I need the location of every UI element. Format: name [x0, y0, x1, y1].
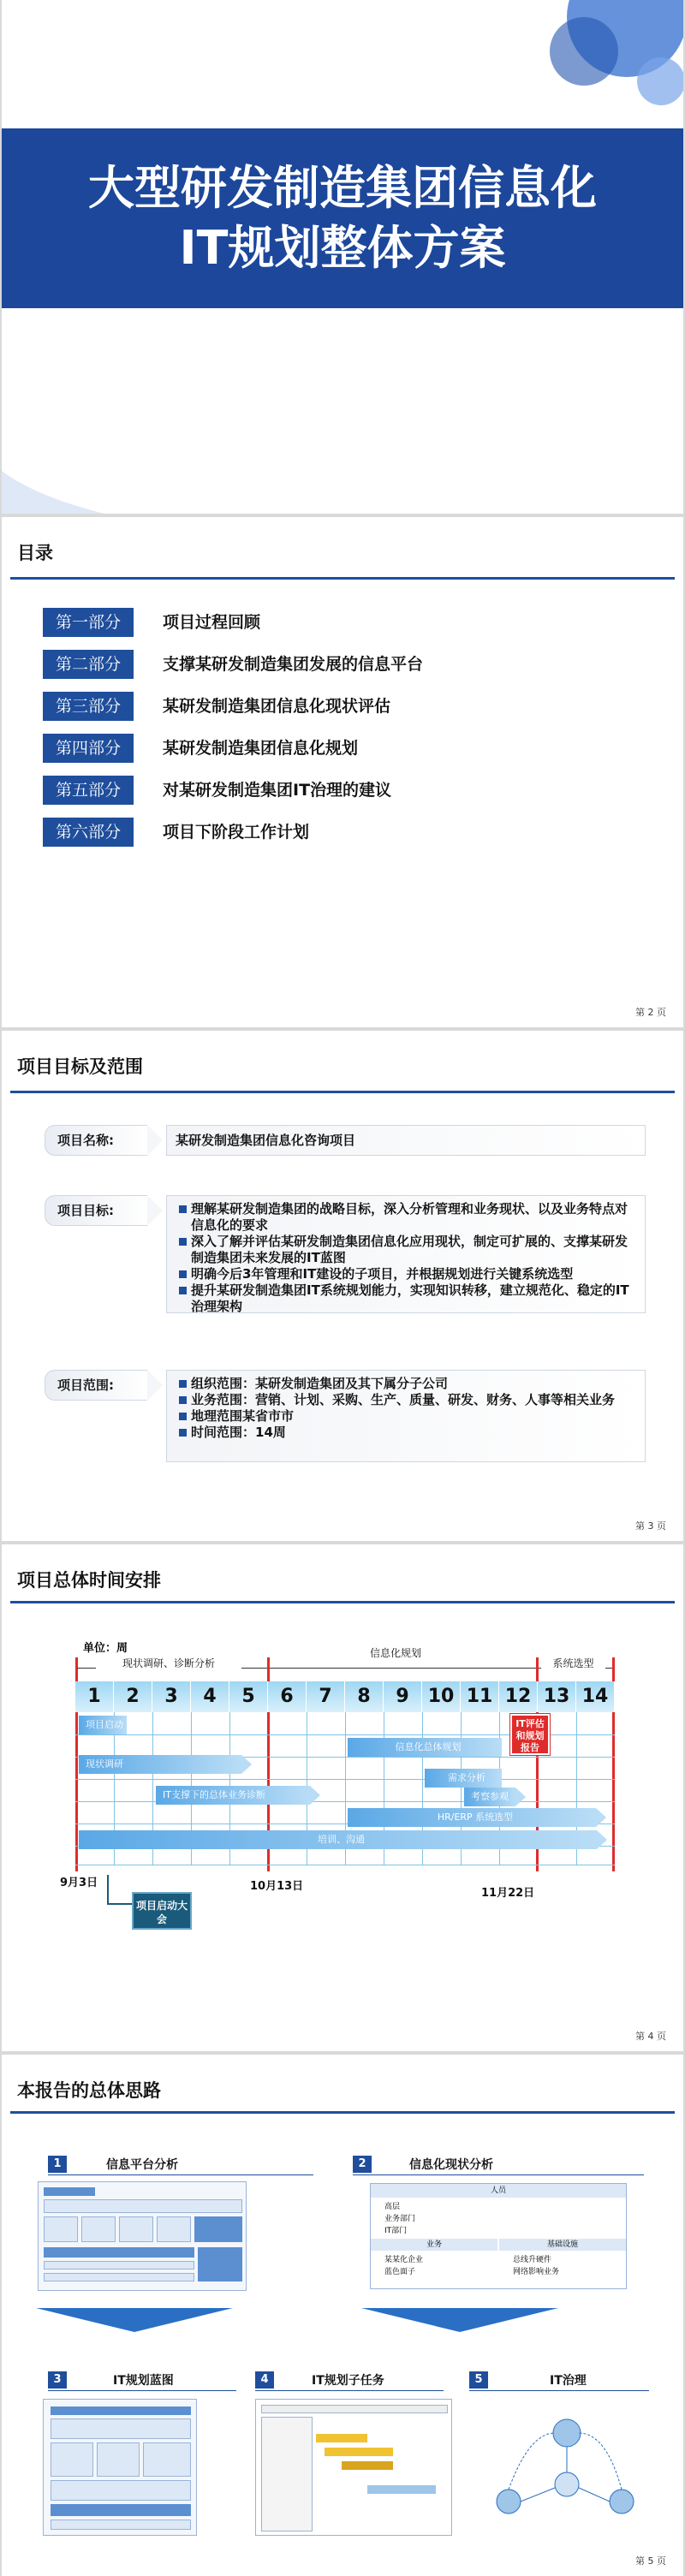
task-bar-reference: 考察参观 — [464, 1788, 515, 1806]
project-name-value: 某研发制造集团信息化咨询项目 — [176, 1133, 356, 1148]
flow-arrows — [2, 2303, 683, 2337]
toc-item[interactable] — [43, 650, 642, 681]
week-cell: 2 — [114, 1681, 152, 1712]
week-cell: 6 — [268, 1681, 307, 1712]
toc-item-tag: 第二部分 — [43, 650, 134, 679]
task-bar-overall-plan: 信息化总体规划 — [348, 1738, 502, 1757]
week-cell: 10 — [422, 1681, 461, 1712]
goal-item: 提升某研发制造集团IT系统规划能力，实现知识转移，建立规范化、稳定的IT治理架构 — [176, 1282, 636, 1315]
toc-title: 目录 — [17, 543, 53, 563]
toc-item-text: 项目过程回顾 — [163, 613, 261, 632]
page-number: 第 5 页 — [635, 2555, 666, 2567]
section-number: 2 — [353, 2156, 372, 2173]
scope-item: 时间范围：14周 — [176, 1425, 636, 1441]
toc-item[interactable] — [43, 776, 642, 806]
title-rule — [10, 1091, 675, 1093]
kickoff-meeting-box: 项目启动大会 — [132, 1892, 192, 1930]
task-bar-kickoff: 项目启动 — [79, 1716, 127, 1734]
toc-item[interactable] — [43, 818, 642, 848]
section-number: 4 — [255, 2371, 274, 2389]
toc-item-tag: 第五部分 — [43, 776, 134, 805]
task-bar-selection: HR/ERP 系统选型 — [348, 1808, 596, 1827]
schedule-slide — [2, 1544, 683, 2051]
title-rule — [10, 2111, 675, 2114]
week-cell: 13 — [538, 1681, 576, 1712]
project-goal-box — [166, 1195, 646, 1313]
project-goal-label: 项目目标: — [45, 1195, 147, 1226]
schedule-title: 项目总体时间安排 — [17, 1570, 161, 1591]
section-title: 信息平台分析 — [106, 2158, 178, 2172]
cover-slide — [2, 0, 683, 514]
status-diagram: 人员 高层 业务部门 IT部门 业务 基础设施 某某化企业 蓝色面子 总线升硬件 网络影响业务 — [370, 2183, 627, 2289]
connector-arrow — [104, 1873, 139, 1916]
date-label: 11月22日 — [481, 1887, 535, 1900]
section-title: IT规划子任务 — [312, 2374, 384, 2388]
week-cell: 7 — [307, 1681, 345, 1712]
goals-title: 项目目标及范围 — [17, 1056, 143, 1077]
decorative-corner — [2, 445, 104, 514]
project-scope-box — [166, 1370, 646, 1462]
toc-item-tag: 第四部分 — [43, 734, 134, 763]
week-cell: 8 — [345, 1681, 384, 1712]
scope-item: 地理范围某省市市 — [176, 1408, 636, 1425]
cover-title-line2: IT规划整体方案 — [179, 221, 506, 275]
toc-item-tag: 第一部分 — [43, 608, 134, 637]
approach-slide — [2, 2055, 683, 2576]
platform-diagram — [38, 2181, 247, 2291]
goals-slide — [2, 1031, 683, 1541]
scope-item: 组织范围：某研发制造集团及其下属分子公司 — [176, 1376, 636, 1392]
title-rule — [10, 577, 675, 580]
week-cell: 1 — [75, 1681, 114, 1712]
week-cell: 4 — [191, 1681, 229, 1712]
governance-diagram — [478, 2399, 649, 2536]
report-milestone: IT评估和规划报告 — [510, 1714, 550, 1755]
toc-item-text: 某研发制造集团信息化规划 — [163, 739, 359, 758]
phase-bracket — [270, 1668, 536, 1669]
task-bar-needs: 需求分析 — [425, 1769, 502, 1788]
decorative-shapes — [2, 0, 683, 128]
page-number: 第 2 页 — [635, 1007, 666, 1018]
week-cell: 14 — [576, 1681, 615, 1712]
goal-item: 深入了解并评估某研发制造集团信息化应用现状，制定可扩展的、支撑某研发制造集团未来发展的IT蓝图 — [176, 1234, 636, 1266]
page-number: 第 3 页 — [635, 1520, 666, 1532]
section-title: IT规划蓝图 — [113, 2374, 174, 2388]
date-label: 9月3日 — [60, 1877, 98, 1889]
toc-item[interactable] — [43, 734, 642, 764]
goal-item: 明确今后3年管理和IT建设的子项目，并根据规划进行关键系统选型 — [176, 1266, 636, 1282]
toc-item[interactable] — [43, 608, 642, 639]
section-number: 1 — [48, 2156, 67, 2173]
phase-label: 信息化规划 — [344, 1645, 447, 1660]
section-title: IT治理 — [550, 2374, 587, 2388]
toc-item-tag: 第六部分 — [43, 818, 134, 847]
project-name-box — [166, 1125, 646, 1156]
week-cell: 11 — [461, 1681, 499, 1712]
section-number: 3 — [48, 2371, 67, 2389]
week-cell: 12 — [499, 1681, 538, 1712]
toc-item-text: 支撑某研发制造集团发展的信息平台 — [163, 655, 424, 674]
section-number: 5 — [469, 2371, 488, 2389]
week-cell: 5 — [229, 1681, 268, 1712]
date-label: 10月13日 — [250, 1880, 304, 1893]
toc-item[interactable] — [43, 692, 642, 723]
scope-item: 业务范围：营销、计划、采购、生产、质量、研发、财务、人事等相关业务 — [176, 1392, 636, 1408]
toc-item-text: 对某研发制造集团IT治理的建议 — [163, 781, 392, 800]
phase-label: 系统选型 — [541, 1656, 605, 1670]
project-name-label: 项目名称: — [45, 1125, 147, 1156]
toc-item-text: 项目下阶段工作计划 — [163, 823, 310, 842]
task-bar-survey: 现状调研 — [79, 1755, 241, 1774]
phase-label: 现状调研、诊断分析 — [96, 1656, 241, 1670]
task-bar-training: 培训、沟通 — [79, 1830, 597, 1849]
week-cell: 9 — [384, 1681, 422, 1712]
week-cell: 3 — [152, 1681, 191, 1712]
toc-item-text: 某研发制造集团信息化现状评估 — [163, 697, 391, 716]
cover-title-line1: 大型研发制造集团信息化 — [88, 161, 597, 215]
project-scope-label: 项目范围: — [45, 1370, 147, 1401]
section-title: 信息化现状分析 — [409, 2158, 493, 2172]
toc-slide — [2, 517, 683, 1027]
goal-item: 理解某研发制造集团的战略目标，深入分析管理和业务现状、以及业务特点对信息化的要求 — [176, 1201, 636, 1234]
title-rule — [10, 1601, 675, 1603]
task-bar-it-support: IT支撑下的总体业务诊断 — [156, 1786, 310, 1805]
subtask-diagram — [255, 2399, 452, 2536]
page-number: 第 4 页 — [635, 2031, 666, 2042]
toc-item-tag: 第三部分 — [43, 692, 134, 721]
blueprint-diagram — [43, 2399, 197, 2536]
approach-title: 本报告的总体思路 — [17, 2080, 161, 2101]
unit-label: 单位：周 — [83, 1642, 128, 1655]
